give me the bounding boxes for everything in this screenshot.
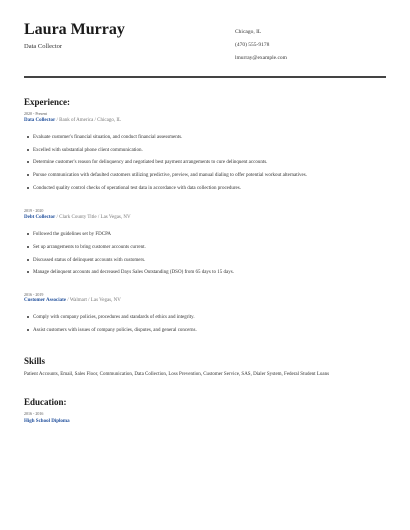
bullet-text: Evaluate customer's financial situation, and conduct financial assessments. <box>33 135 183 140</box>
job-dates: 2019 - 2020 <box>24 208 44 213</box>
list-item <box>27 148 143 153</box>
bullet-dot <box>27 329 29 331</box>
bullet-dot <box>27 187 29 189</box>
bullet-dot <box>27 316 29 318</box>
bullet-text: Pursue communication with defaulted customers utilizing predictive, preview, and manual dialing to offer potential workout alternatives. <box>33 173 307 178</box>
job-company: Walmart / Las Vegas, NV <box>69 298 121 303</box>
job-company: Bank of America / Chicago, IL <box>59 118 122 123</box>
job-line <box>24 298 121 303</box>
bullet-text: Determine customer's reason for delinquency and negotiated best payment arrangements to cure delinquent accounts. <box>33 160 268 165</box>
job-title: Data Collector <box>24 118 56 123</box>
education-degree: High School Diploma <box>24 419 70 424</box>
contact-email: lmurray@example.com <box>235 55 287 61</box>
list-item <box>27 245 146 250</box>
job-separator: / <box>67 298 70 303</box>
list-item <box>27 270 234 275</box>
candidate-role: Data Collector <box>24 43 63 50</box>
job-separator: / <box>56 215 60 220</box>
bullet-text: Discussed status of delinquent accounts with customers. <box>33 258 146 263</box>
bullet-dot <box>27 161 29 163</box>
list-item <box>27 315 195 320</box>
list-item <box>27 232 111 237</box>
list-item <box>27 160 267 165</box>
education-dates: 2016 - 2016 <box>24 411 44 416</box>
contact-city: Chicago, IL <box>235 29 262 35</box>
list-item <box>27 328 197 333</box>
job-line <box>24 215 131 220</box>
bullet-text: Followed the guidelines set by FDCPA <box>33 232 112 237</box>
job-company: Clark County Title / Las Vegas, NV <box>59 215 131 220</box>
bullet-dot <box>27 259 29 261</box>
bullet-text: Assist customers with issues of company policies, disputes, and general concerns. <box>33 328 197 333</box>
bullet-dot <box>27 233 29 235</box>
header-divider <box>24 76 386 78</box>
list-item <box>27 258 145 263</box>
candidate-name: Laura Murray <box>24 21 125 38</box>
job-line <box>24 118 121 123</box>
job-separator: / <box>56 118 60 123</box>
bullet-text: Manage delinquent accounts and decreased Days Sales Outstanding (DSO) from 65 days to 15 days. <box>33 270 234 275</box>
list-item <box>27 135 182 140</box>
job-title: Customer Associate <box>24 298 66 303</box>
bullet-text: Conducted quality control checks of operational test data in accordance with data collection procedures. <box>33 186 241 191</box>
skills-heading: Skills <box>24 356 46 366</box>
education-heading: Education: <box>24 397 67 407</box>
experience-heading: Experience: <box>24 97 70 107</box>
bullet-dot <box>27 136 29 138</box>
job-dates: 2020 - Present <box>24 111 48 116</box>
list-item <box>27 173 307 178</box>
bullet-text: Set up arrangements to bring customer accounts current. <box>33 245 146 250</box>
contact-phone: (470) 555-9178 <box>235 42 270 48</box>
bullet-dot <box>27 271 29 273</box>
bullet-dot <box>27 246 29 248</box>
bullet-text: Comply with company policies, procedures and standards of ethics and integrity. <box>33 315 195 320</box>
job-dates: 2016 - 2019 <box>24 292 44 297</box>
bullet-dot <box>27 149 29 151</box>
bullet-text: Excelled with substantial phone client communication. <box>33 148 143 153</box>
job-title: Debt Collector <box>24 215 56 220</box>
list-item <box>27 186 241 191</box>
skills-list: Patient Accounts, Email, Sales Floor, Communication, Data Collection, Loss Prevention, Customer Service, SAS, Dialer System, Federal Student Loans <box>24 372 330 377</box>
bullet-dot <box>27 174 29 176</box>
